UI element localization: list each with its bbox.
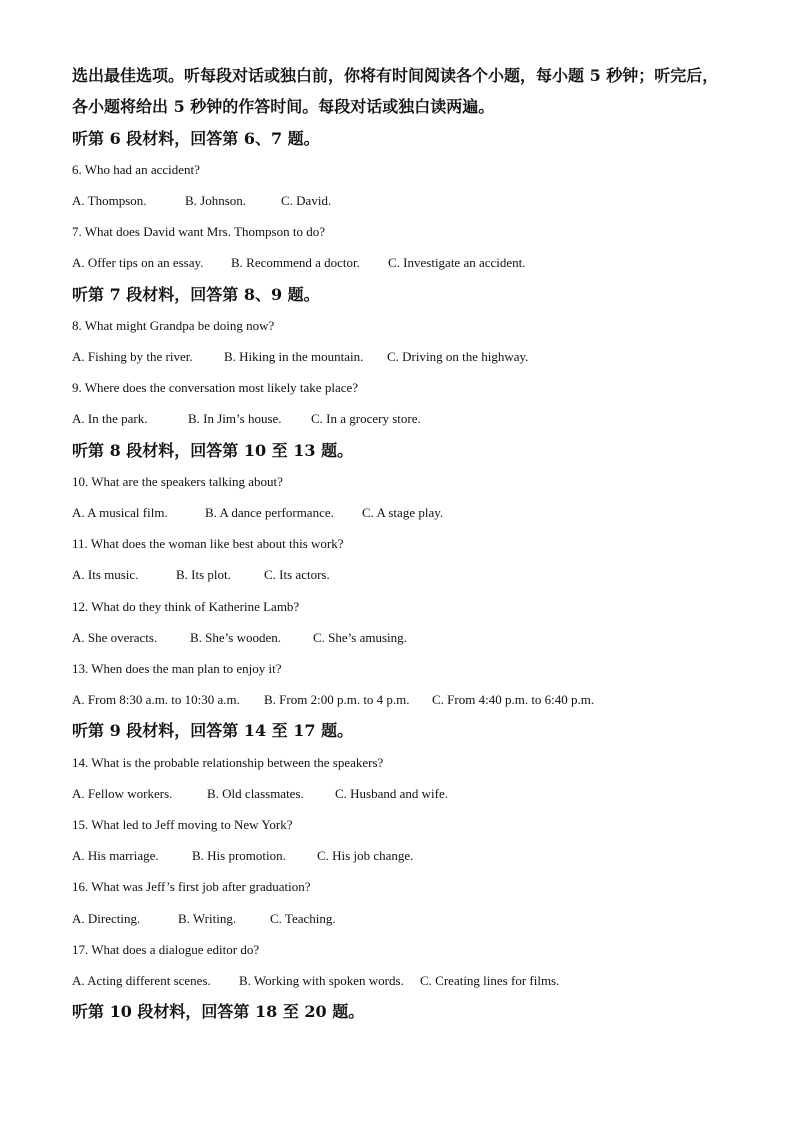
q8-option-b: B. Hiking in the mountain. bbox=[224, 349, 364, 364]
q7-option-a: A. Offer tips on an essay. bbox=[72, 255, 204, 270]
question-13-options bbox=[0, 691, 794, 709]
instruction-line-1 bbox=[0, 65, 794, 87]
q7-option-c: C. Investigate an accident. bbox=[388, 255, 526, 270]
question-13 bbox=[0, 660, 794, 678]
question-10-options bbox=[0, 504, 794, 522]
q12-option-a: A. She overacts. bbox=[72, 630, 158, 645]
question-8-text: 8. What might Grandpa be doing now? bbox=[72, 318, 275, 333]
section-heading-6 bbox=[0, 128, 794, 150]
section-heading-9 bbox=[0, 720, 794, 742]
q15-option-b: B. His promotion. bbox=[192, 848, 286, 863]
q12-option-c: C. She’s amusing. bbox=[313, 630, 407, 645]
question-9-text: 9. Where does the conversation most likely take place? bbox=[72, 380, 359, 395]
q16-option-b: B. Writing. bbox=[178, 911, 237, 926]
question-15-text: 15. What led to Jeff moving to New York? bbox=[72, 817, 293, 832]
section-heading-6-text: 听第 6 段材料，回答第 6、7 题。 bbox=[72, 129, 320, 148]
q6-option-c: C. David. bbox=[281, 193, 332, 208]
q8-option-a: A. Fishing by the river. bbox=[72, 349, 193, 364]
question-11-options bbox=[0, 566, 794, 584]
question-15 bbox=[0, 816, 794, 834]
question-12-options bbox=[0, 629, 794, 647]
question-17-options bbox=[0, 972, 794, 990]
q12-option-b: B. She’s wooden. bbox=[190, 630, 281, 645]
question-9-options bbox=[0, 410, 794, 428]
q13-option-b: B. From 2:00 p.m. to 4 p.m. bbox=[264, 692, 410, 707]
question-14-text: 14. What is the probable relationship between the speakers? bbox=[72, 755, 384, 770]
section-heading-9-text: 听第 9 段材料，回答第 14 至 17 题。 bbox=[72, 721, 354, 740]
question-13-text: 13. When does the man plan to enjoy it? bbox=[72, 661, 282, 676]
section-heading-8 bbox=[0, 440, 794, 462]
q6-option-b: B. Johnson. bbox=[185, 193, 247, 208]
instruction-line-2 bbox=[0, 96, 794, 118]
q6-option-a: A. Thompson. bbox=[72, 193, 147, 208]
q14-option-c: C. Husband and wife. bbox=[335, 786, 449, 801]
question-8 bbox=[0, 317, 794, 335]
q17-option-c: C. Creating lines for films. bbox=[420, 973, 560, 988]
question-10 bbox=[0, 473, 794, 491]
q13-option-a: A. From 8:30 a.m. to 10:30 a.m. bbox=[72, 692, 240, 707]
q10-option-b: B. A dance performance. bbox=[205, 505, 334, 520]
question-10-text: 10. What are the speakers talking about? bbox=[72, 474, 283, 489]
question-14-options bbox=[0, 785, 794, 803]
section-heading-10 bbox=[0, 1001, 794, 1023]
question-12-text: 12. What do they think of Katherine Lamb? bbox=[72, 599, 300, 614]
q14-option-a: A. Fellow workers. bbox=[72, 786, 173, 801]
q11-option-b: B. Its plot. bbox=[176, 567, 231, 582]
question-7 bbox=[0, 223, 794, 241]
question-15-options bbox=[0, 847, 794, 865]
section-heading-7-text: 听第 7 段材料，回答第 8、9 题。 bbox=[72, 285, 320, 304]
q13-option-c: C. From 4:40 p.m. to 6:40 p.m. bbox=[432, 692, 595, 707]
q7-option-b: B. Recommend a doctor. bbox=[231, 255, 360, 270]
q17-option-b: B. Working with spoken words. bbox=[239, 973, 404, 988]
q9-option-b: B. In Jim’s house. bbox=[188, 411, 282, 426]
question-6 bbox=[0, 161, 794, 179]
q15-option-c: C. His job change. bbox=[317, 848, 414, 863]
section-heading-7 bbox=[0, 284, 794, 306]
question-14 bbox=[0, 754, 794, 772]
q11-option-c: C. Its actors. bbox=[264, 567, 330, 582]
q8-option-c: C. Driving on the highway. bbox=[387, 349, 529, 364]
q16-option-a: A. Directing. bbox=[72, 911, 141, 926]
question-9 bbox=[0, 379, 794, 397]
question-12 bbox=[0, 598, 794, 616]
section-heading-10-text: 听第 10 段材料，回答第 18 至 20 题。 bbox=[72, 1002, 365, 1021]
q10-option-a: A. A musical film. bbox=[72, 505, 168, 520]
question-7-options bbox=[0, 254, 794, 272]
question-6-text: 6. Who had an accident? bbox=[72, 162, 200, 177]
question-16 bbox=[0, 878, 794, 896]
question-17-text: 17. What does a dialogue editor do? bbox=[72, 942, 260, 957]
question-7-text: 7. What does David want Mrs. Thompson to do? bbox=[72, 224, 325, 239]
instruction-text-2: 各小题将给出 5 秒钟的作答时间。每段对话或独白读两遍。 bbox=[72, 97, 495, 116]
question-11 bbox=[0, 535, 794, 553]
question-11-text: 11. What does the woman like best about this work? bbox=[72, 536, 344, 551]
q16-option-c: C. Teaching. bbox=[270, 911, 336, 926]
q9-option-a: A. In the park. bbox=[72, 411, 148, 426]
instruction-text-1: 选出最佳选项。听每段对话或独白前，你将有时间阅读各个小题，每小题 5 秒钟；听完后， bbox=[72, 66, 719, 85]
q10-option-c: C. A stage play. bbox=[362, 505, 444, 520]
q9-option-c: C. In a grocery store. bbox=[311, 411, 421, 426]
q14-option-b: B. Old classmates. bbox=[207, 786, 304, 801]
question-8-options bbox=[0, 348, 794, 366]
q17-option-a: A. Acting different scenes. bbox=[72, 973, 211, 988]
section-heading-8-text: 听第 8 段材料，回答第 10 至 13 题。 bbox=[72, 441, 354, 460]
question-6-options bbox=[0, 192, 794, 210]
question-16-text: 16. What was Jeff’s first job after graduation? bbox=[72, 879, 311, 894]
q15-option-a: A. His marriage. bbox=[72, 848, 159, 863]
question-17 bbox=[0, 941, 794, 959]
question-16-options bbox=[0, 910, 794, 928]
q11-option-a: A. Its music. bbox=[72, 567, 139, 582]
